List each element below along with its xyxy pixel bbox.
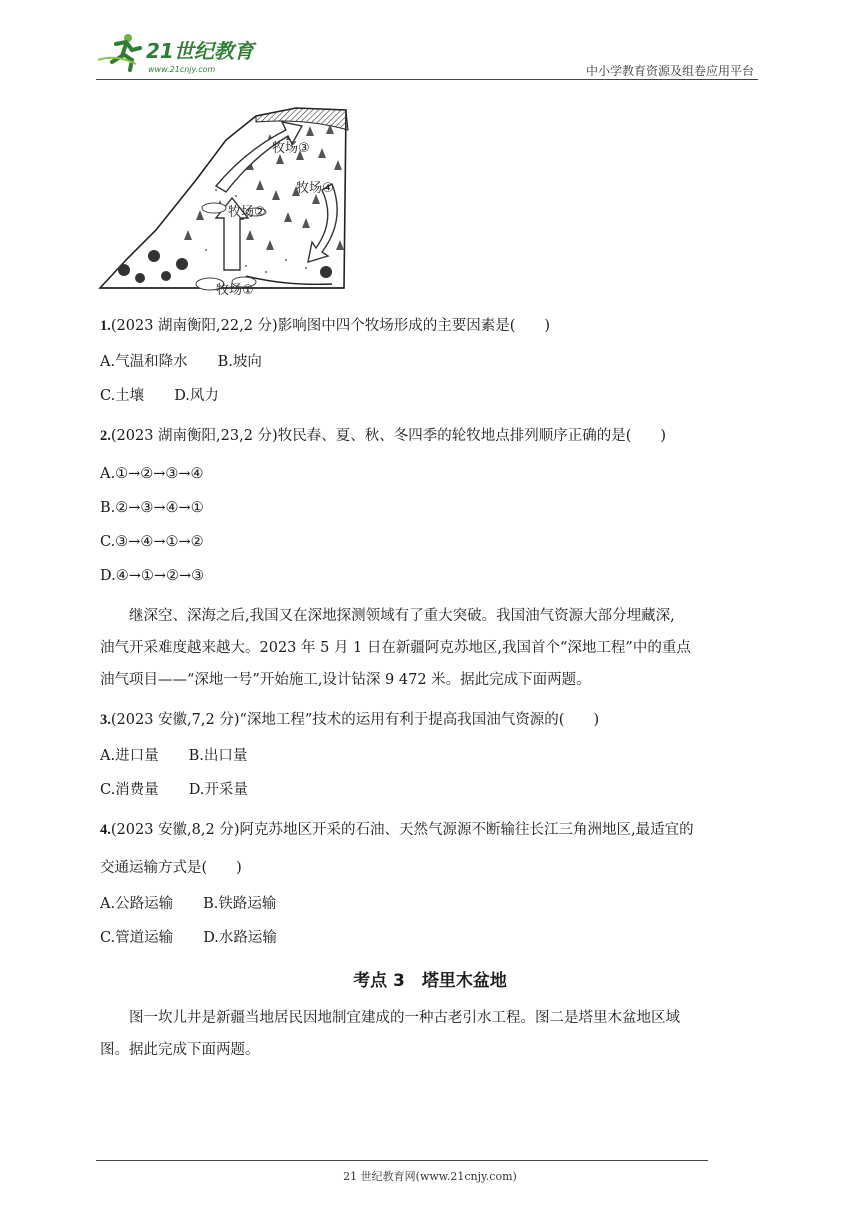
question-4 [100, 820, 694, 840]
option-d: D.风力 [174, 388, 219, 404]
passage-line: 继深空、深海之后,我国又在深地探测领域有了重大突破。我国油气资源大部分埋藏深, [100, 608, 675, 624]
option-row [100, 386, 219, 406]
pasture-label-4: 牧场④ [296, 181, 334, 196]
question-number: 1. [100, 318, 111, 334]
question-stem: (2023 安徽,8,2 分)阿克苏地区开采的石油、天然气源源不断输往长江三角洲地区,最适宜的 [110, 822, 694, 838]
passage-line: 图一坎儿井是新疆当地居民因地制宜建成的一种古老引水工程。图二是塔里木盆地区域 [100, 1010, 680, 1026]
option-d: D.④→①→②→③ [100, 568, 205, 584]
question-1 [100, 316, 550, 336]
option-c: C.土壤 [100, 388, 145, 404]
option-c: C.消费量 [100, 782, 159, 798]
pasture-label-2: 牧场② [228, 205, 266, 220]
option-row [100, 746, 247, 766]
option-a: A.进口量 [100, 748, 159, 764]
option-row [100, 894, 276, 914]
section-title: 考点 3 塔里木盆地 [353, 971, 507, 991]
option-a: A.①→②→③→④ [100, 466, 204, 482]
option-b: B.②→③→④→① [100, 500, 204, 516]
option-a: A.公路运输 [100, 896, 174, 912]
option-b: B.出口量 [188, 748, 248, 764]
page-header [96, 28, 758, 80]
passage-line: 图。据此完成下面两题。 [100, 1042, 260, 1058]
runner-icon [98, 34, 140, 70]
question-2 [100, 426, 666, 446]
passage-line: 油气开采难度越来越大。2023 年 5 月 1 日在新疆阿克苏地区,我国首个“深地工程”中的重点 [100, 640, 691, 656]
passage-line: 油气项目——“深地一号”开始施工,设计钻深 9 472 米。据此完成下面两题。 [100, 672, 591, 688]
option-row [100, 928, 277, 948]
question-stem: (2023 湖南衡阳,22,2 分)影响图中四个牧场形成的主要因素是( ) [110, 318, 551, 334]
header-divider [96, 79, 758, 80]
platform-name: 中小学教育资源及组卷应用平台 [585, 64, 754, 78]
footer-divider [96, 1160, 708, 1161]
question-number: 4. [100, 822, 111, 838]
page-footer: 21 世纪教育网(www.21cnjy.com) [343, 1170, 517, 1183]
question-3 [100, 710, 599, 730]
question-number: 3. [100, 712, 111, 728]
logo-url: www.21cnjy.com [148, 65, 216, 74]
option-a: A.气温和降水 [100, 354, 188, 370]
option-c: C.管道运输 [100, 930, 174, 946]
pasture-label-1: 牧场① [216, 283, 254, 298]
option-d: D.开采量 [188, 782, 248, 798]
question-stem-continued: 交通运输方式是( ) [100, 860, 242, 876]
question-number: 2. [100, 428, 111, 444]
question-stem: (2023 湖南衡阳,23,2 分)牧民春、夏、秋、冬四季的轮牧地点排列顺序正确的是( ) [110, 428, 667, 444]
option-c: C.③→④→①→② [100, 534, 204, 550]
option-row [100, 352, 262, 372]
site-logo [96, 30, 266, 76]
pasture-figure [96, 100, 356, 300]
pasture-label-3: 牧场③ [272, 141, 310, 156]
option-b: B.铁路运输 [203, 896, 277, 912]
option-d: D.水路运输 [203, 930, 277, 946]
logo-text: 21世纪教育 [146, 39, 254, 63]
option-b: B.坡向 [217, 354, 262, 370]
question-stem: (2023 安徽,7,2 分)“深地工程”技术的运用有利于提高我国油气资源的( ) [110, 712, 600, 728]
option-row [100, 780, 248, 800]
